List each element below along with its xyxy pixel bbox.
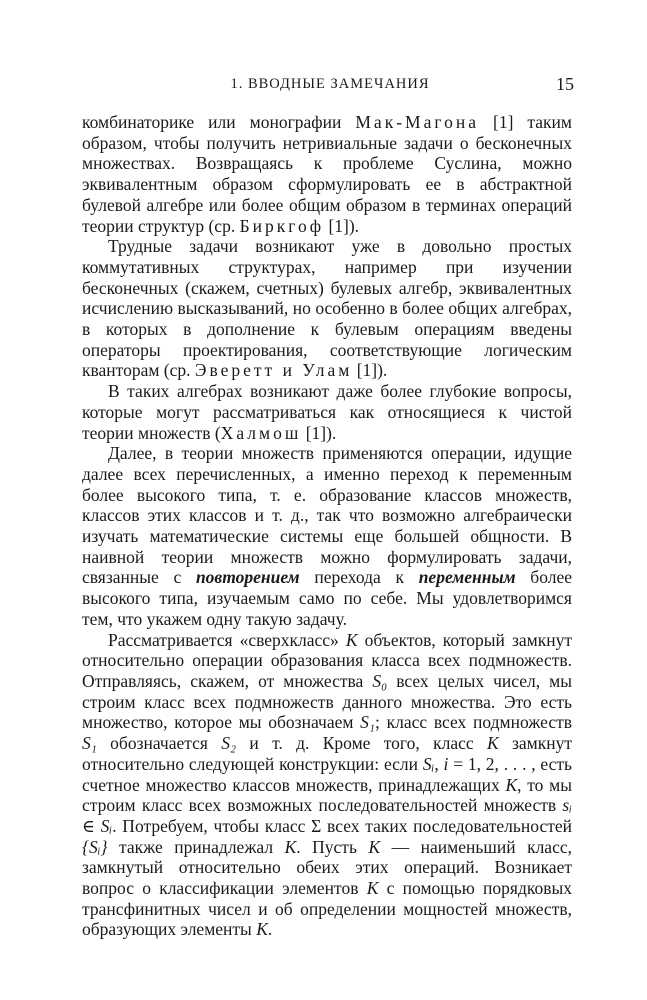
inline-spaced-name: Биркгоф <box>239 215 325 236</box>
inline-math-symbol: K <box>368 836 381 857</box>
paragraph-5 <box>82 630 572 941</box>
text-run: [1]). <box>324 215 360 236</box>
page-header <box>86 76 574 98</box>
text-run: объектов, который замкнут относительно операции образования класса всех подмножеств. Отправляясь, скажем, от множества <box>82 629 572 691</box>
inline-math-symbol: S₀ <box>372 670 388 691</box>
text-run: = 1, 2, . . . , есть счетное множество классов множеств, принадлежащих <box>82 753 573 795</box>
text-run: [1]). <box>301 422 337 443</box>
page-number: 15 <box>556 74 574 94</box>
inline-math-symbol: K <box>486 733 499 754</box>
inline-math-symbol: i <box>443 753 449 774</box>
text-run: Далее, в теории множеств применяются операции, идущие далее всех перечисленных, а именно переход к переменным более высокого типа, т. е. образование классов множеств, классов этих классов и т. д., так что возможно алгебраически изучать математические системы еще большей общности. В наивной теории множеств можно формулировать задачи, связанные с <box>82 443 572 588</box>
inline-spaced-name: Халмош <box>220 422 302 443</box>
text-run: , то мы строим класс всех возможных последовательностей множеств <box>82 774 572 816</box>
inline-math-symbol: K <box>505 774 518 795</box>
text-run: [1] таким образом, чтобы получить нетривиальные задачи о бесконечных множествах. Возвращаясь к проблеме Суслина, можно эквивалентным образом сформулировать ее в абстрактной булевой алгебре или более общим образом в терминах операций теории структур (ср. <box>82 112 572 236</box>
text-run: и т. д. Кроме того, класс <box>236 733 487 754</box>
text-run: [1]). <box>352 360 388 381</box>
text-run: — наименьший класс, замкнутый относительно обеих этих операций. Возникает вопрос о классификации элементов <box>82 836 572 899</box>
inline-emphasis: повторением <box>195 567 300 588</box>
text-run: комбинаторике или монографии <box>82 112 356 132</box>
inline-spaced-name: Мак-Магона <box>355 112 479 132</box>
paragraph-2 <box>82 236 572 381</box>
paragraph-4 <box>82 443 572 629</box>
text-run: . <box>267 919 273 940</box>
text-run: обозначается <box>96 733 222 754</box>
inline-math-symbol: {Sᵢ} <box>82 836 108 857</box>
text-run: также принадлежал <box>107 836 285 857</box>
text-run: всех целых чисел, мы строим класс всех подмножеств данного множества. Это есть множество, которое мы обозначаем <box>82 670 573 733</box>
inline-spaced-name: Эверетт и Улам <box>194 360 353 381</box>
inline-math-symbol: sᵢ ∈ Sᵢ <box>82 795 572 836</box>
inline-math-symbol: K <box>366 878 379 899</box>
paragraph-1 <box>82 112 572 236</box>
inline-math-symbol: S₂ <box>221 733 237 754</box>
inline-math-symbol: S₁ <box>82 733 97 754</box>
text-run: . Пусть <box>296 836 369 857</box>
inline-math-symbol: K <box>345 629 358 650</box>
text-run: В таких алгебрах возникают даже более глубокие вопросы, которые могут рассматриваться как относящиеся к чистой теории множеств ( <box>82 381 572 443</box>
body-text <box>82 112 572 940</box>
text-run: более высокого типа, изучаемым само по себе. Мы удовлетворимся тем, что укажем одну такую задачу. <box>82 567 572 629</box>
inline-math-symbol: K <box>284 836 297 857</box>
inline-math-symbol: K <box>256 919 268 940</box>
text-run: Трудные задачи возникают уже в довольно простых коммутативных структурах, например при изучении бесконечных (скажем, счетных) булевых алгебр, эквивалентных исчислению высказываний, но особенно в более общих алгебрах, в которых в дополнение к булевым операциям введены операторы проектирования, соответствующие логическим кванторам (ср. <box>82 236 572 381</box>
inline-emphasis: переменным <box>418 567 516 588</box>
text-run: . Потребуем, чтобы класс Σ всех таких последовательностей <box>112 815 572 836</box>
inline-math-symbol: S₁ <box>360 712 375 733</box>
text-run: Рассматривается «сверхкласс» <box>108 629 346 650</box>
text-run: , <box>434 753 444 774</box>
text-run: замкнут относительно следующей конструкции: если <box>82 733 572 774</box>
paragraph-3 <box>82 381 572 443</box>
text-run: перехода к <box>299 567 419 588</box>
inline-math-symbol: Sᵢ <box>422 753 435 774</box>
text-run: с помощью порядковых трансфинитных чисел и об определении мощностей множеств, образующих элементы <box>82 878 572 940</box>
text-run: ; класс всех подмножеств <box>375 712 572 733</box>
running-title: 1. ВВОДНЫЕ ЗАМЕЧАНИЯ <box>230 76 430 92</box>
